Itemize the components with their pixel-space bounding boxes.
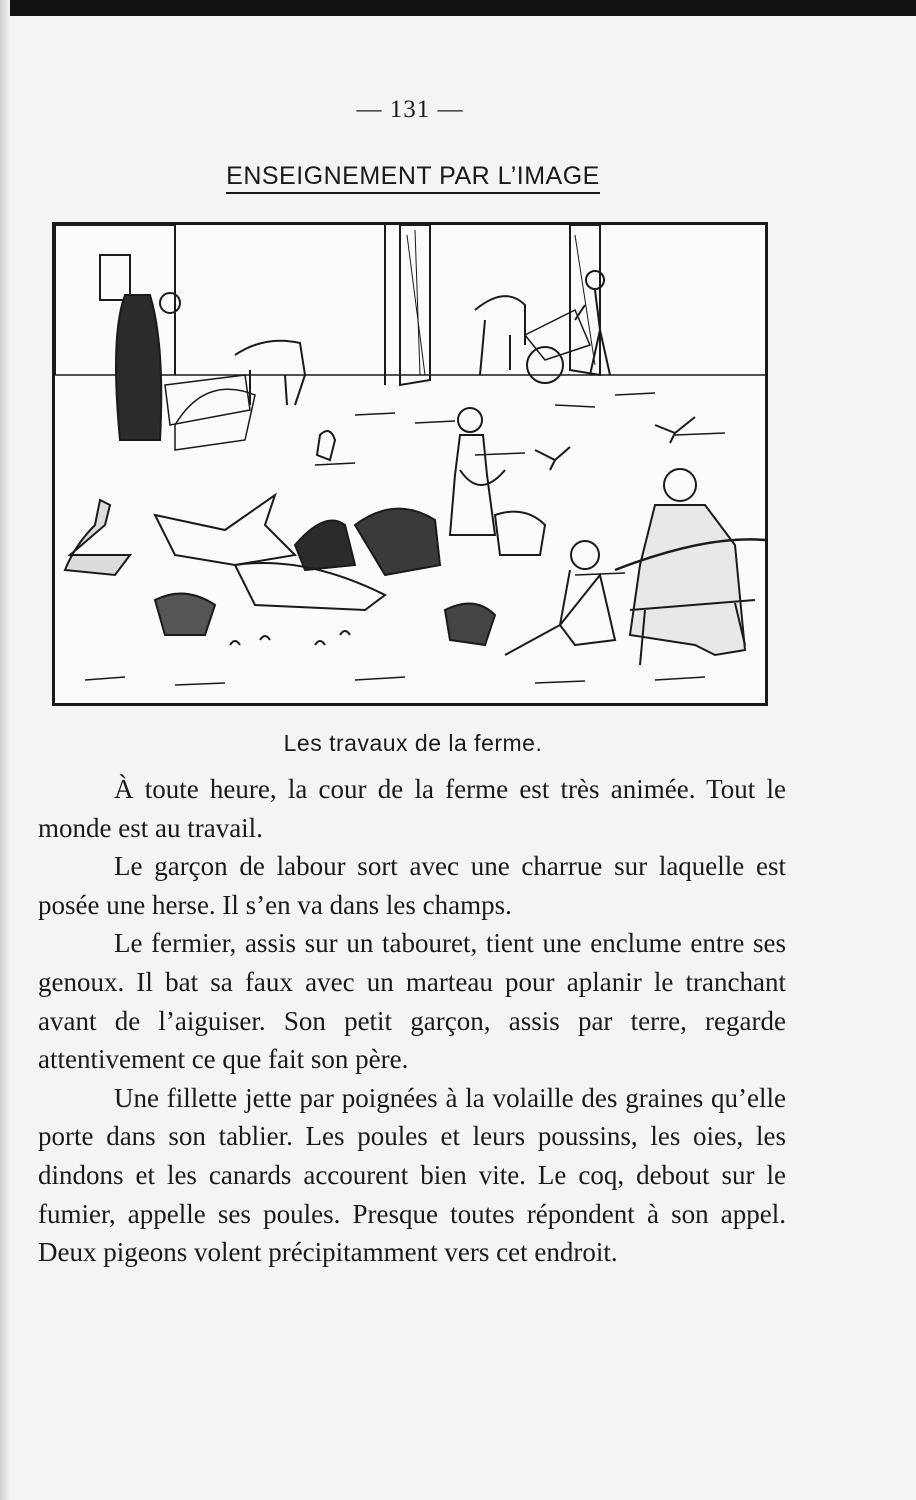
pigeon-right — [655, 417, 695, 443]
goose-spread-wings — [155, 495, 295, 565]
woman-figure — [116, 295, 161, 440]
paragraph-4: Une fillette jette par poignées à la volaille des graines qu’elle porte dans son tablier. Les poules et leurs poussins, les oies, les dindons et les canards accourent bien vite. Le coq, debout sur le fumier, appelle ses poules. Presque toutes répondent à son appel. Deux pigeons volent précipitamment vers cet endroit. — [38, 1082, 786, 1268]
ploughman-head — [586, 271, 604, 289]
cow-silhouette — [235, 341, 305, 405]
farmhouse-window — [100, 255, 130, 300]
section-title — [0, 162, 826, 191]
girl-apron — [460, 470, 505, 485]
paragraph-3: Le fermier, assis sur un tabouret, tient une enclume entre ses genoux. Il bat sa faux avec un marteau pour aplanir le tranchant avant de l’aiguiser. Son petit garçon, assis par terre, regarde attentivement ce que fait son père. — [38, 928, 786, 1075]
goose-dark — [295, 521, 355, 571]
pigeon-left — [535, 447, 570, 470]
farmer-head — [664, 469, 696, 501]
haycart — [175, 389, 255, 450]
girl-figure — [450, 435, 495, 535]
farmer-figure — [630, 505, 745, 655]
hen-brood — [155, 594, 215, 635]
log-pile — [165, 375, 250, 425]
illustration-caption: Les travaux de la ferme. — [283, 730, 543, 756]
page-number: — 131 — — [356, 96, 464, 123]
woman-head — [160, 293, 180, 313]
rooster-figure — [65, 500, 130, 575]
paragraph-1: À toute heure, la cour de la ferme est très animée. Tout le monde est au travail. — [38, 774, 786, 843]
hen-speckled — [445, 604, 495, 645]
paragraph-2: Le garçon de labour sort avec une charrue sur laquelle est posée une herse. Il s’en va dans les champs. — [38, 851, 786, 920]
boy-head — [571, 541, 599, 569]
farmyard-drawing — [55, 225, 765, 703]
boy-figure — [505, 570, 615, 655]
barn-door-left — [400, 225, 430, 385]
ox-silhouette — [475, 296, 525, 375]
scan-top-border — [0, 0, 916, 16]
hen-white — [495, 512, 545, 555]
cart-wheel — [527, 347, 563, 383]
lesson-text — [38, 770, 786, 1272]
ploughman-figure — [575, 290, 610, 375]
turkey-figure — [355, 509, 440, 575]
small-chicken — [317, 431, 335, 460]
chick-group — [230, 631, 350, 645]
section-title-text: ENSEIGNEMENT PAR L’IMAGE — [226, 162, 600, 194]
girl-head — [458, 408, 482, 432]
farmyard-illustration — [52, 222, 768, 706]
